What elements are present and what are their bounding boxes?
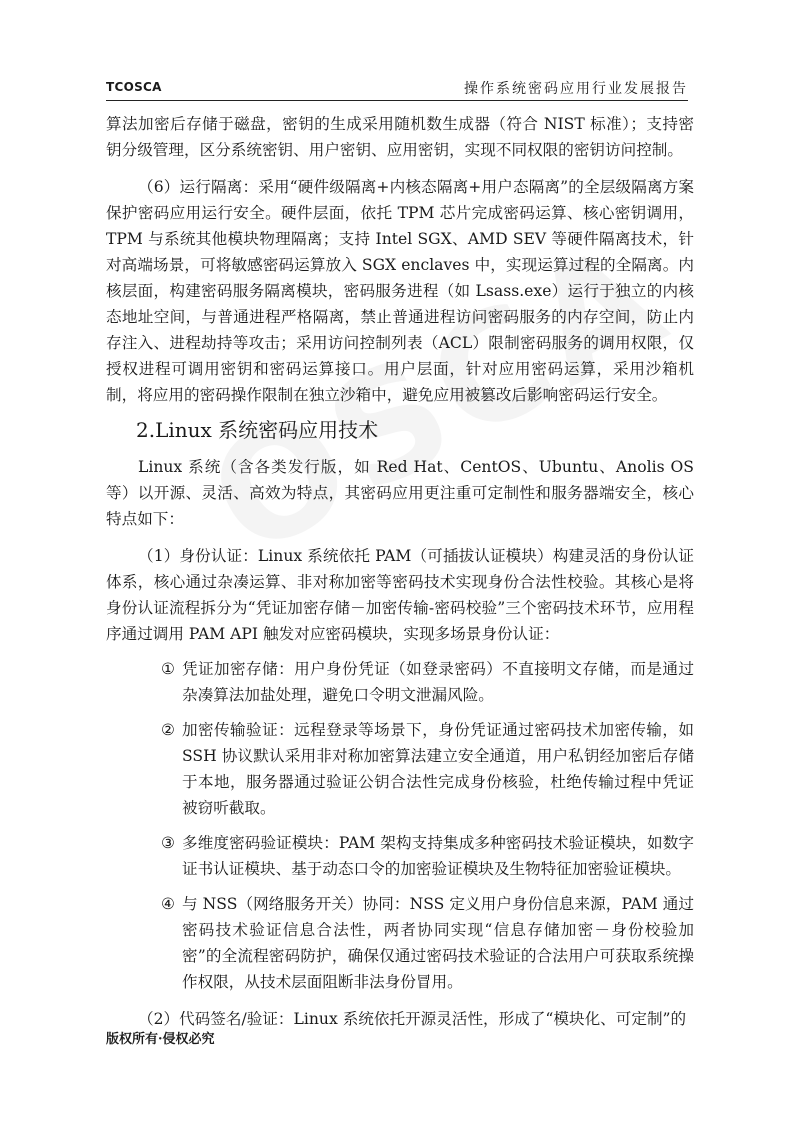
list-item-text: 加密传输验证：远程登录等场景下，身份凭证通过密码技术加密传输，如 SSH 协议默认采用非对称加密算法建立安全通道，用户私钥经加密后存储于本地，服务器通过验证公钥合法性完成身份核验，杜绝传输过程中凭证被窃听截取。: [182, 721, 694, 817]
list-marker: ④: [161, 895, 175, 913]
list-marker: ③: [161, 834, 175, 852]
paragraph-runtime-isolation: （6）运行隔离：采用“硬件级隔离+内核态隔离+用户态隔离”的全层级隔离方案保护密码应用运行安全。硬件层面，依托 TPM 芯片完成密码运算、核心密钥调用，TPM 与系统其他模块物理隔离；支持 Intel SGX、AMD SEV 等硬件隔离技术，针对高端场景，可将敏感密码运算放入 SGX enclaves 中，实现运算过程的全隔离。内核层面，构建密码服务隔离模块，密码服务进程（如 Lsass.exe）运行于独立的内核态地址空间，与普通进程严格隔离，禁止普通进程访问密码服务的内存空间，防止内存注入、进程劫持等攻击；采用访问控制列表（ACL）限制密码服务的调用权限，仅授权进程可调用密钥和密码运算接口。用户层面，针对应用密码运算，采用沙箱机制，将应用的密码操作限制在独立沙箱中，避免应用被篡改后影响密码运行安全。: [106, 178, 694, 404]
list-item: [106, 830, 694, 882]
list-item: [106, 717, 694, 821]
document-body: [106, 111, 694, 1032]
paragraph-linux-intro: Linux 系统（含各类发行版，如 Red Hat、CentOS、Ubuntu、Anolis OS 等）以开源、灵活、高效为特点，其密码应用更注重可定制性和服务器端安全，核心特点如下：: [106, 458, 694, 528]
list-marker: ②: [161, 721, 175, 739]
header-report-title: 操作系统密码应用行业发展报告: [464, 81, 688, 97]
section-heading: 2.Linux 系统密码应用技术: [136, 418, 379, 442]
page-footer-copyright: 版权所有·侵权必究: [106, 1032, 215, 1047]
paragraph-identity-auth: （1）身份认证：Linux 系统依托 PAM（可插拔认证模块）构建灵活的身份认证体系，核心通过杂凑运算、非对称加密等密码技术实现身份合法性校验。其核心是将身份认证流程拆分为“凭证加密存储－加密传输-密码校验”三个密码技术环节，应用程序通过调用 PAM API 触发对应密码模块，实现多场景身份认证：: [106, 547, 694, 643]
list-item-text: 与 NSS（网络服务开关）协同：NSS 定义用户身份信息来源，PAM 通过密码技术验证信息合法性，两者协同实现“信息存储加密－身份校验加密”的全流程密码防护，确保仅通过密码技术验证的合法用户可获取系统操作权限，从技术层面阻断非法身份冒用。: [182, 895, 694, 991]
header-org: TCOSCA: [106, 80, 162, 94]
list-item-text: 凭证加密存储：用户身份凭证（如登录密码）不直接明文存储，而是通过杂凑算法加盐处理，避免口令明文泄漏风险。: [182, 660, 694, 704]
paragraph-code-signing: （2）代码签名/验证：Linux 系统依托开源灵活性，形成了“模块化、可定制”的: [138, 1010, 687, 1028]
page-header: [106, 78, 688, 101]
list-item: [106, 891, 694, 995]
list-item-text: 多维度密码验证模块：PAM 架构支持集成多种密码技术验证模块，如数字证书认证模块、基于动态口令的加密验证模块及生物特征加密验证模块。: [182, 834, 694, 878]
list-item: [106, 656, 694, 708]
paragraph-key-management: 算法加密后存储于磁盘，密钥的生成采用随机数生成器（符合 NIST 标准）；支持密钥分级管理，区分系统密钥、用户密钥、应用密钥，实现不同权限的密钥访问控制。: [106, 115, 694, 159]
list-marker: ①: [161, 660, 175, 678]
